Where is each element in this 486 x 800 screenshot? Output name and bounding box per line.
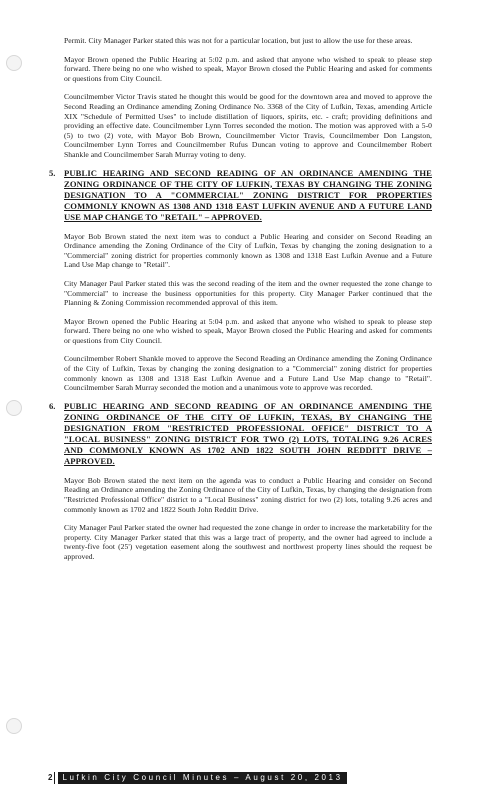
- item6-paragraph: City Manager Paul Parker stated the owner had requested the zone change in order to increase the marketability for the property. City Manager Parker stated that this was a large tract of property, and the owner had agreed to include a twenty-five foot (25') vegetation easement along the southwest and northwest property lines should the request be approved.: [64, 523, 432, 561]
- item-number: 6.: [49, 400, 56, 411]
- paragraph-public-hearing: Mayor Brown opened the Public Hearing at 5:02 p.m. and asked that anyone who wished to speak to please step forward. There being no one who wished to speak, Mayor Brown closed the Public Hearing and asked for comments or questions from City Council.: [64, 54, 432, 83]
- page-number: 2: [48, 773, 53, 782]
- paragraph-continued: Permit. City Manager Parker stated this was not for a particular location, but just to allow the use for these areas.: [64, 36, 413, 45]
- item5-paragraph: Mayor Brown opened the Public Hearing at 5:04 p.m. and asked that anyone who wished to speak to please step forward. There being no one who wished to speak, Mayor Brown closed the Public Hearing and asked for comments or questions from City Council.: [64, 316, 432, 345]
- agenda-item-5: [49, 167, 432, 223]
- item5-paragraph: Councilmember Robert Shankle moved to approve the Second Reading an Ordinance amending the Zoning Ordinance of the City of Lufkin, Texas by changing the zoning designation to a "Commercial" zoning district for properties commonly known as 1308 and 1318 East Lufkin Avenue and a Future Land Use Map change to "Retail". Councilmember Sarah Murray seconded the motion and a unanimous vote to approve was recorded.: [64, 354, 432, 393]
- item5-paragraph: Mayor Bob Brown stated the next item was to conduct a Public Hearing and consider on Second Reading an Ordinance amending the Zoning Ordinance of the City of Lufkin, Texas by changing the zoning designation to a "Commercial" zoning district for properties commonly known as 1308 and 1318 East Lufkin Avenue and a Future Land Use Map change to "Retail".: [64, 231, 432, 270]
- item-number: 5.: [49, 167, 56, 178]
- item-title: PUBLIC HEARING AND SECOND READING OF AN ORDINANCE AMENDING THE ZONING ORDINANCE OF THE CITY OF LUFKIN, TEXAS, BY CHANGING THE DESIGNATION FROM "RESTRICTED PROFESSIONAL OFFICE" DISTRICT TO A "LOCAL BUSINESS" ZONING DISTRICT FOR TWO (2) LOTS, TOTALING 9.26 ACRES AND COMMONLY KNOWN AS 1702 AND 1822 SOUTH JOHN REDDITT DRIVE – APPROVED.: [64, 400, 432, 466]
- page-footer: [48, 772, 448, 784]
- item6-paragraph: Mayor Bob Brown stated the next item on the agenda was to conduct a Public Hearing and consider on Second Reading an Ordinance amending the Zoning Ordinance of the City of Lufkin, Texas, by changing the designation from "Restricted Professional Office" district to a "Local Business" zoning district for two (2) lots, totaling 9.26 acres and commonly known as 1702 and 1822 South John Redditt Drive.: [64, 475, 432, 514]
- item-title: PUBLIC HEARING AND SECOND READING OF AN ORDINANCE AMENDING THE ZONING ORDINANCE OF THE CITY OF LUFKIN, TEXAS BY CHANGING THE ZONING DESIGNATION TO A "COMMERCIAL" ZONING DISTRICT FOR PROPERTIES COMMONLY KNOWN AS 1308 AND 1318 EAST LUFKIN AVENUE AND A FUTURE LAND USE MAP CHANGE TO "RETAIL" – APPROVED.: [64, 167, 432, 222]
- footer-divider: [54, 772, 55, 784]
- binder-hole: [6, 55, 22, 71]
- binder-hole: [6, 718, 22, 734]
- item5-paragraph: City Manager Paul Parker stated this was the second reading of the item and the owner requested the zone change to "Commercial" to increase the business opportunities for this property. City Manager Parker continued that the Planning & Zoning Commission recommended approval of this item.: [64, 278, 432, 308]
- binder-hole: [6, 400, 22, 416]
- minutes-body: [49, 36, 432, 571]
- footer-title: Lufkin City Council Minutes – August 20, 2013: [58, 772, 346, 784]
- agenda-item-6: [49, 400, 432, 467]
- paragraph-motion: Councilmember Victor Travis stated he thought this would be good for the downtown area and moved to approve the Second Reading an Ordinance amending Zoning Ordinance No. 3368 of the City of Lufkin, Texas, amending Article XIX "Schedule of Permitted Uses" to include distillation of liquors, spirits, etc. - craft; providing definitions and providing an effective date. Councilmember Lynn Torres seconded the motion. The motion was approved with a 5-0 (5) to two (2) vote, with Mayor Bob Brown, Councilmember Victor Travis, Councilmember Don Langston, Councilmember Lynn Torres and Councilmember Rufus Duncan voting to approve and Councilmember Robert Shankle and Councilmember Sarah Murray voting to deny.: [64, 92, 432, 159]
